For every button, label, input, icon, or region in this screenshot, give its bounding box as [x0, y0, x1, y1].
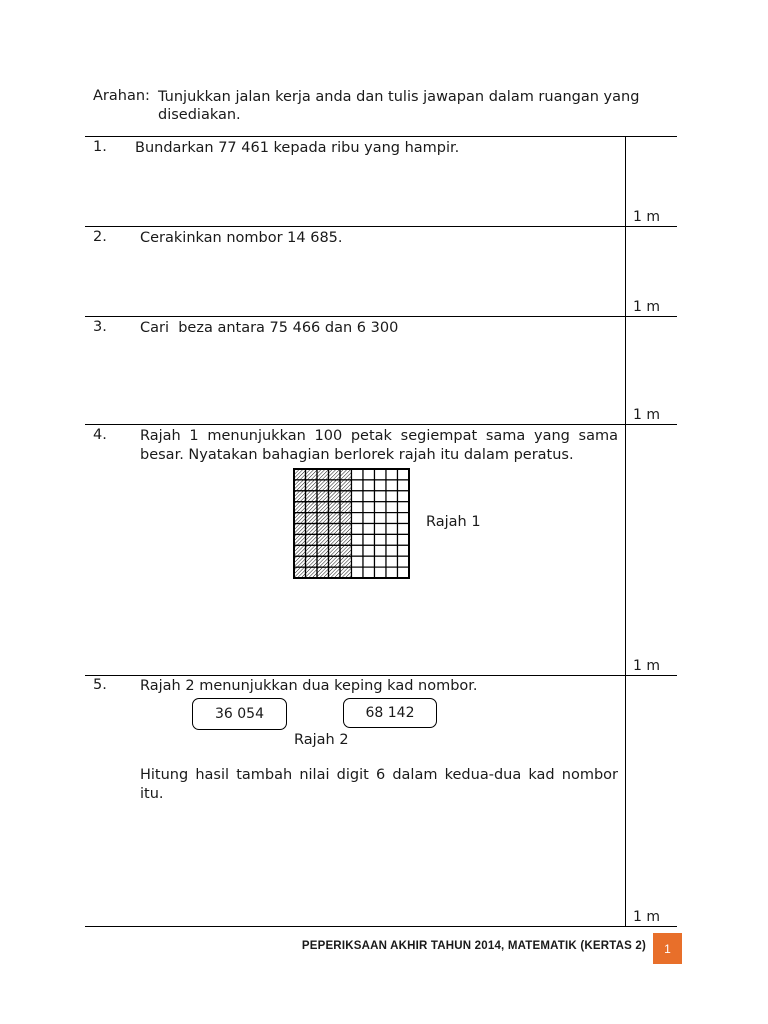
grid-square [398, 502, 410, 513]
grid-square-shaded [294, 567, 306, 578]
grid-square-shaded [329, 545, 341, 556]
marks-column-border [625, 136, 626, 926]
grid-square [386, 567, 398, 578]
grid-square [375, 524, 387, 535]
grid-square-shaded [329, 502, 341, 513]
grid-square-shaded [306, 545, 318, 556]
grid-square [386, 545, 398, 556]
question-3-number: 3. [93, 319, 107, 335]
grid-square [363, 502, 375, 513]
grid-square [386, 502, 398, 513]
grid-square [363, 480, 375, 491]
grid-square [375, 502, 387, 513]
grid-square-shaded [340, 567, 352, 578]
grid-square [375, 545, 387, 556]
grid-square [386, 469, 398, 480]
grid-square-shaded [317, 534, 329, 545]
grid-square-shaded [317, 502, 329, 513]
grid-square [363, 567, 375, 578]
grid-square [375, 491, 387, 502]
grid-square [398, 469, 410, 480]
question-4-mark: 1 m [633, 658, 660, 674]
grid-square-shaded [306, 480, 318, 491]
grid-square-shaded [329, 567, 341, 578]
grid-square [352, 545, 364, 556]
grid-square-shaded [306, 513, 318, 524]
question-2-mark: 1 m [633, 299, 660, 315]
grid-square [363, 469, 375, 480]
grid-square [398, 545, 410, 556]
grid-square [386, 534, 398, 545]
grid-square-shaded [306, 502, 318, 513]
figure-1-label: Rajah 1 [426, 514, 481, 530]
grid-square [363, 524, 375, 535]
grid-square-shaded [306, 469, 318, 480]
grid-square [352, 469, 364, 480]
footer-title: PEPERIKSAAN AKHIR TAHUN 2014, MATEMATIK (KERTAS 2) [301, 940, 646, 952]
grid-square-shaded [317, 480, 329, 491]
question-1-number: 1. [93, 139, 107, 155]
grid-square [398, 480, 410, 491]
grid-square [398, 534, 410, 545]
grid-square [352, 567, 364, 578]
question-5-mark: 1 m [633, 909, 660, 925]
grid-square [363, 491, 375, 502]
question-4-text: Rajah 1 menunjukkan 100 petak segiempat sama yang sama besar. Nyatakan bahagian berlorek rajah itu dalam peratus. [140, 428, 618, 463]
table-top-border [85, 136, 677, 137]
grid-square-shaded [317, 513, 329, 524]
grid-square [352, 480, 364, 491]
grid-square [375, 556, 387, 567]
hundred-square-grid [293, 468, 410, 579]
grid-square-shaded [306, 491, 318, 502]
question-4-number: 4. [93, 427, 107, 443]
grid-square [375, 567, 387, 578]
grid-square-shaded [317, 556, 329, 567]
grid-square [352, 502, 364, 513]
question-2-number: 2. [93, 229, 107, 245]
grid-square [398, 513, 410, 524]
grid-square-shaded [329, 524, 341, 535]
instructions-text-cont: disediakan. [158, 107, 241, 123]
grid-square [375, 480, 387, 491]
grid-square-shaded [329, 469, 341, 480]
grid-square-shaded [340, 524, 352, 535]
question-2-text: Cerakinkan nombor 14 685. [140, 230, 343, 246]
grid-square [398, 524, 410, 535]
grid-square [363, 556, 375, 567]
grid-square-shaded [340, 469, 352, 480]
grid-square-shaded [340, 502, 352, 513]
grid-square-shaded [294, 491, 306, 502]
grid-square-shaded [317, 469, 329, 480]
page-number: 1 [653, 933, 682, 964]
grid-square-shaded [329, 556, 341, 567]
grid-square-shaded [306, 556, 318, 567]
grid-square [386, 556, 398, 567]
grid-square-shaded [317, 545, 329, 556]
number-card-2: 68 142 [343, 698, 437, 728]
grid-square-shaded [340, 480, 352, 491]
question-5-number: 5. [93, 677, 107, 693]
grid-square-shaded [340, 534, 352, 545]
grid-square [386, 513, 398, 524]
grid-square-shaded [329, 534, 341, 545]
grid-square [386, 480, 398, 491]
row-divider-3 [85, 424, 677, 425]
grid-square-shaded [340, 545, 352, 556]
grid-square [398, 491, 410, 502]
question-5-text-2: Hitung hasil tambah nilai digit 6 dalam kedua-dua kad nombor itu. [140, 767, 618, 802]
question-3-mark: 1 m [633, 407, 660, 423]
grid-square [386, 491, 398, 502]
row-divider-1 [85, 226, 677, 227]
grid-square [398, 567, 410, 578]
grid-square [386, 524, 398, 535]
grid-square-shaded [294, 556, 306, 567]
grid-square-shaded [317, 524, 329, 535]
instructions-text: Tunjukkan jalan kerja anda dan tulis jawapan dalam ruangan yang [158, 89, 640, 105]
grid-square [352, 556, 364, 567]
grid-square-shaded [317, 491, 329, 502]
grid-square-shaded [306, 524, 318, 535]
grid-square-shaded [294, 534, 306, 545]
grid-square-shaded [306, 534, 318, 545]
row-divider-2 [85, 316, 677, 317]
grid-square [375, 469, 387, 480]
grid-square-shaded [329, 491, 341, 502]
question-1-mark: 1 m [633, 209, 660, 225]
grid-square [375, 513, 387, 524]
number-card-1: 36 054 [192, 698, 287, 730]
grid-square [363, 545, 375, 556]
grid-square-shaded [306, 567, 318, 578]
instructions-label: Arahan: [93, 88, 150, 104]
row-divider-4 [85, 675, 677, 676]
grid-square [375, 534, 387, 545]
grid-square [352, 524, 364, 535]
grid-square-shaded [294, 502, 306, 513]
grid-square [352, 534, 364, 545]
question-5-text: Rajah 2 menunjukkan dua keping kad nombor. [140, 678, 478, 694]
grid-square-shaded [340, 491, 352, 502]
grid-square-shaded [340, 513, 352, 524]
grid-square-shaded [294, 524, 306, 535]
table-bottom-border [85, 926, 677, 927]
grid-square-shaded [294, 469, 306, 480]
grid-square-shaded [329, 513, 341, 524]
grid-square [352, 491, 364, 502]
grid-square-shaded [294, 545, 306, 556]
grid-square-shaded [329, 480, 341, 491]
grid-square-shaded [340, 556, 352, 567]
grid-square-shaded [317, 567, 329, 578]
grid-square [363, 534, 375, 545]
figure-2-label: Rajah 2 [294, 732, 349, 748]
grid-square [363, 513, 375, 524]
grid-square [352, 513, 364, 524]
grid-square-shaded [294, 480, 306, 491]
question-3-text: Cari beza antara 75 466 dan 6 300 [140, 320, 399, 336]
grid-square-shaded [294, 513, 306, 524]
grid-square [398, 556, 410, 567]
question-1-text: Bundarkan 77 461 kepada ribu yang hampir. [135, 140, 460, 156]
